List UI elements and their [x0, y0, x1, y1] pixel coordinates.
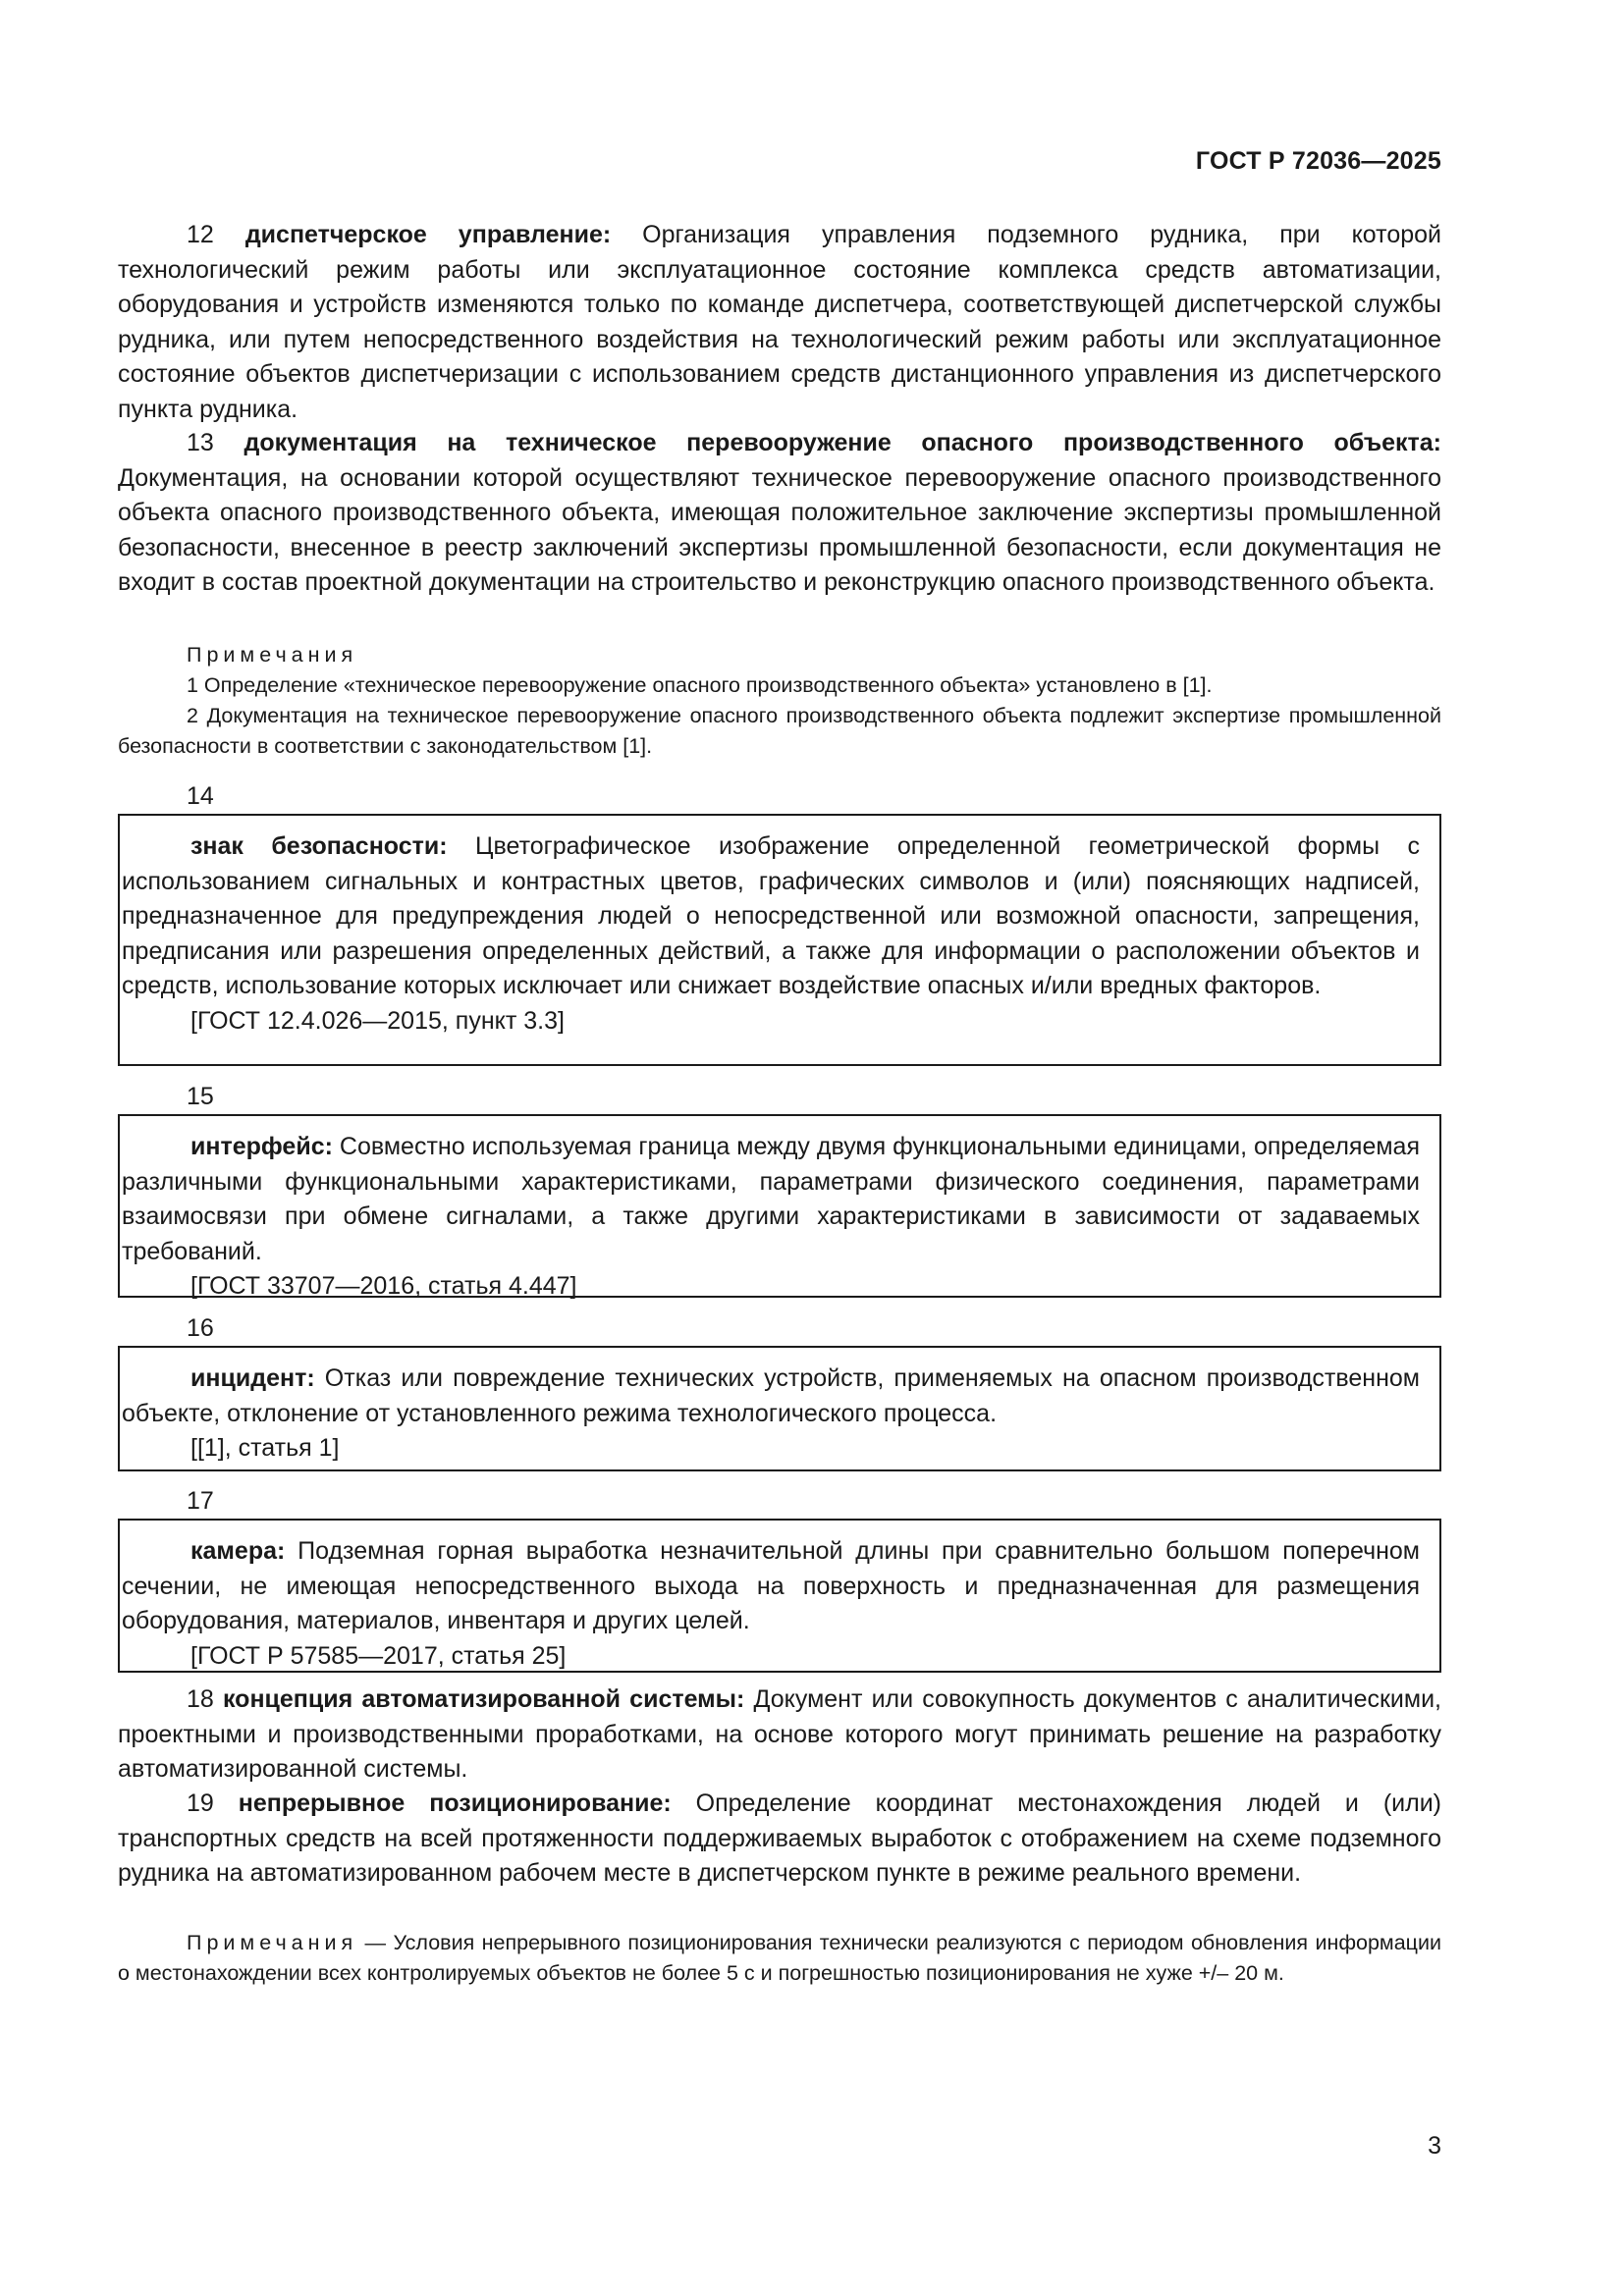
term-definition: Документ или совокупность документов с аналитическими, проектными и производственными проработками, на основе которого могут принимать решение на разработку автоматизированной системы. [118, 1685, 1441, 1783]
term-source: [ГОСТ 12.4.026—2015, пункт 3.3] [190, 1006, 565, 1035]
term-number-16: 16 [187, 1314, 214, 1342]
document-id: ГОСТ Р 72036—2025 [1195, 147, 1441, 175]
term-13 [118, 426, 1441, 601]
term-definition: Отказ или повреждение технических устройств, применяемых на опасном производственном объекте, отклонение от установленного режима технологического процесса. [122, 1364, 1420, 1427]
term-definition: Цветографическое изображение определенной геометрической формы с использованием сигнальных и контрастных цветов, графических символов и (или) поясняющих надписей, предназначенное для предупреждения людей о непосредственной или возможной опасности, запрещения, предписания или разрешения определенных действий, а также для информации о расположении объектов и средств, использование которых исключает или снижает воздействие опасных и/или вредных факторов. [122, 832, 1420, 999]
note-text: Примечания — Условия непрерывного позиционирования технически реализуются с периодом обновления информации о местонахождении всех контролируемых объектов не более 5 с и погрешностью позиционирования не хуже +/– 20 м. [118, 1931, 1441, 1985]
term-16 [120, 1348, 1439, 1431]
term-box-14 [118, 814, 1441, 1066]
term-15 [120, 1116, 1439, 1269]
term-18 [118, 1682, 1441, 1788]
note-line-1: 1 Определение «техническое перевооружение опасного производственного объекта» установлено в [1]. [187, 673, 1213, 697]
notes-title: Примечания [187, 643, 358, 667]
term-17 [120, 1521, 1439, 1639]
note-line-2: 2 Документация на техническое перевооружение опасного производственного объекта подлежит экспертизе промышленной безопасности в соответствии с законодательством [1]. [118, 704, 1441, 758]
term-definition: Документация, на основании которой осуществляют техническое перевооружение опасного производственного объекта опасного производственного объекта, имеющая положительное заключение экспертизы промышленной безопасности, внесенное в реестр заключений экспертизы промышленной безопасности, если документация не входит в состав проектной документации на строительство и реконструкцию опасного производственного объекта. [118, 463, 1441, 596]
term-box-17 [118, 1519, 1441, 1673]
term-source: [ГОСТ 33707—2016, статья 4.447] [190, 1272, 577, 1300]
term-14 [120, 816, 1439, 1004]
term-title: инцидент: [190, 1364, 315, 1392]
term-number-14: 14 [187, 782, 214, 810]
term-box-16 [118, 1346, 1441, 1471]
term-number: 12 [187, 221, 214, 248]
term-title: документация на техническое перевооружение опасного производственного объекта: [244, 429, 1441, 456]
term-number: 19 [187, 1789, 214, 1817]
term-box-15 [118, 1114, 1441, 1298]
term-definition: Совместно используемая граница между двумя функциональными единицами, определяемая различными функциональными характеристиками, параметрами физического соединения, параметрами взаимосвязи при обмене сигналами, а также другими характеристиками в зависимости от задаваемых требований. [122, 1133, 1420, 1265]
document-header [1196, 147, 1441, 176]
term-title: непрерывное позиционирование: [238, 1789, 672, 1817]
term-source: [ГОСТ Р 57585—2017, статья 25] [190, 1641, 567, 1670]
term-title: диспетчерское управление: [244, 221, 612, 248]
term-number: 18 [187, 1685, 214, 1713]
term-title: интерфейс: [190, 1133, 333, 1160]
page-number: 3 [1428, 2132, 1441, 2160]
term-number-17: 17 [187, 1487, 214, 1515]
term-19 [118, 1787, 1441, 1892]
term-12 [118, 218, 1441, 427]
notes-13 [118, 640, 1441, 762]
term-definition: Организация управления подземного рудника, при которой технологический режим работы или эксплуатационное состояние комплекса средств автоматизации, оборудования и устройств изменяются только по команде диспетчера, соответствующей диспетчерской службы рудника, или путем непосредственного воздействия на технологический режим работы или эксплуатационное состояние объектов диспетчеризации с использованием средств дистанционного управления из диспетчерского пункта рудника. [118, 221, 1442, 423]
notes-title: Примечания [187, 1931, 358, 1954]
term-title: знак безопасности: [190, 832, 448, 860]
term-title: концепция автоматизированной системы: [222, 1685, 745, 1713]
term-definition: Подземная горная выработка незначительной длины при сравнительно большом поперечном сечении, не имеющая непосредственного выхода на поверхность и предназначенная для размещения оборудования, материалов, инвентаря и других целей. [122, 1537, 1420, 1634]
term-number: 13 [187, 429, 214, 456]
term-title: камера: [190, 1537, 286, 1565]
term-definition: Определение координат местонахождения людей и (или) транспортных средств на всей протяженности поддерживаемых выработок с отображением на схеме подземного рудника на автоматизированном рабочем месте в диспетчерском пункте в режиме реального времени. [118, 1789, 1441, 1887]
term-number-15: 15 [187, 1083, 214, 1110]
notes-19 [118, 1928, 1441, 1989]
term-source: [[1], статья 1] [190, 1434, 340, 1462]
